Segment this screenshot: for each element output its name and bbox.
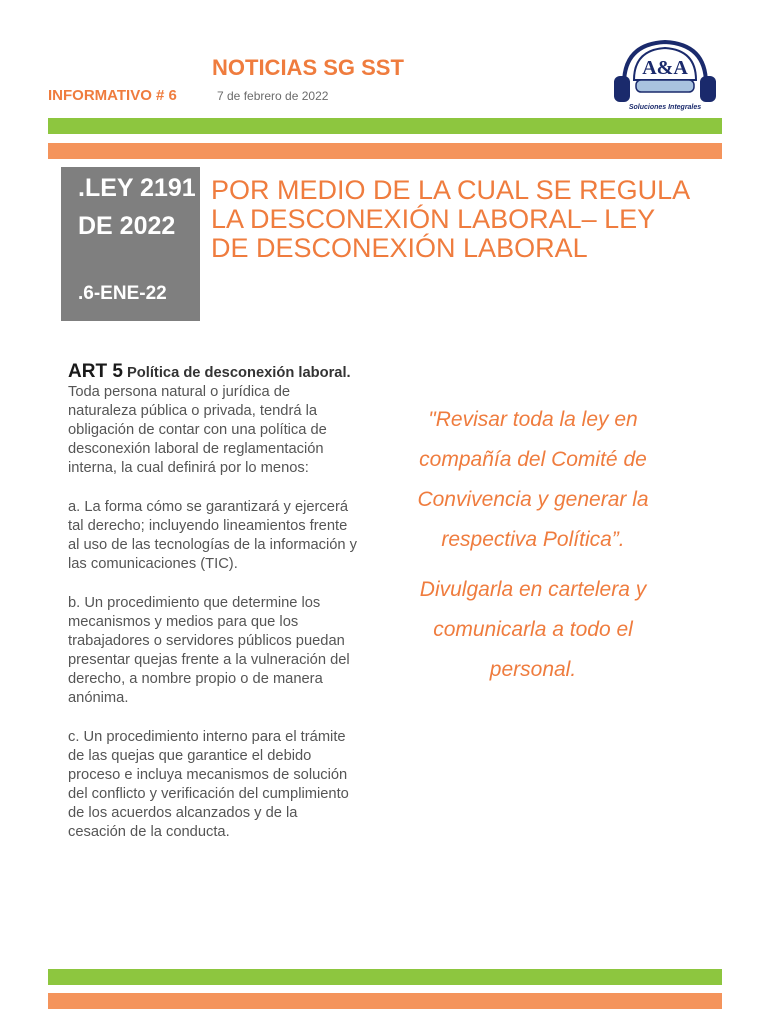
quote-line-2: Divulgarla en cartelera y comunicarla a todo el personal. xyxy=(419,578,647,681)
article-intro xyxy=(68,362,358,478)
article-text xyxy=(68,362,358,862)
bottom-green-bar xyxy=(48,969,722,985)
law-date: .6-ENE-22 xyxy=(78,283,167,304)
issue-number: INFORMATIVO # 6 xyxy=(48,87,177,104)
company-logo xyxy=(612,36,718,116)
article-item-c: c. Un procedimiento interno para el trámite de las quejas que garantice el debido proceso e incluya mecanismos de solución del conflicto y verificación del cumplimiento de los acuerdos alcanzados y de la cesación de la conducta. xyxy=(68,729,349,840)
law-box xyxy=(61,167,200,321)
law-number: .LEY 2191 DE 2022 xyxy=(78,174,196,240)
article-item-a: a. La forma cómo se garantizará y ejercerá tal derecho; incluyendo lineamientos frente al uso de las tecnologías de la información y las comunicaciones (TIC). xyxy=(68,499,358,572)
logo-tagline: Soluciones Integrales xyxy=(628,104,702,111)
headline: POR MEDIO DE LA CUAL SE REGULA LA DESCONEXIÓN LABORAL– LEY DE DESCONEXIÓN LABORAL xyxy=(211,175,689,263)
article-subtitle: Política de desconexión laboral. xyxy=(127,365,351,381)
top-green-bar xyxy=(48,118,722,134)
callout-quote xyxy=(392,400,674,700)
newsletter-title: NOTICIAS SG SST xyxy=(212,55,404,80)
top-orange-bar xyxy=(48,143,722,159)
article-number: ART 5 xyxy=(68,361,123,382)
issue-date: 7 de febrero de 2022 xyxy=(217,89,329,103)
quote-line-1: "Revisar toda la ley en compañía del Comité de Convivencia y generar la respectiva Política”. xyxy=(417,408,649,551)
logo-text: A&A xyxy=(642,57,688,79)
article-intro-text: Toda persona natural o jurídica de naturaleza pública o privada, tendrá la obligación de contar con una política de desconexión laboral de reglamentación interna, la cual definirá por lo menos: xyxy=(68,384,327,476)
article-item-b: b. Un procedimiento que determine los mecanismos y medios para que los trabajadores o servidores públicos puedan presentar quejas frente a la vulneración del derecho, a nombre propio o de manera anónima. xyxy=(68,595,350,706)
bottom-orange-bar xyxy=(48,993,722,1009)
hardhat-headset-logo-icon xyxy=(612,36,718,116)
